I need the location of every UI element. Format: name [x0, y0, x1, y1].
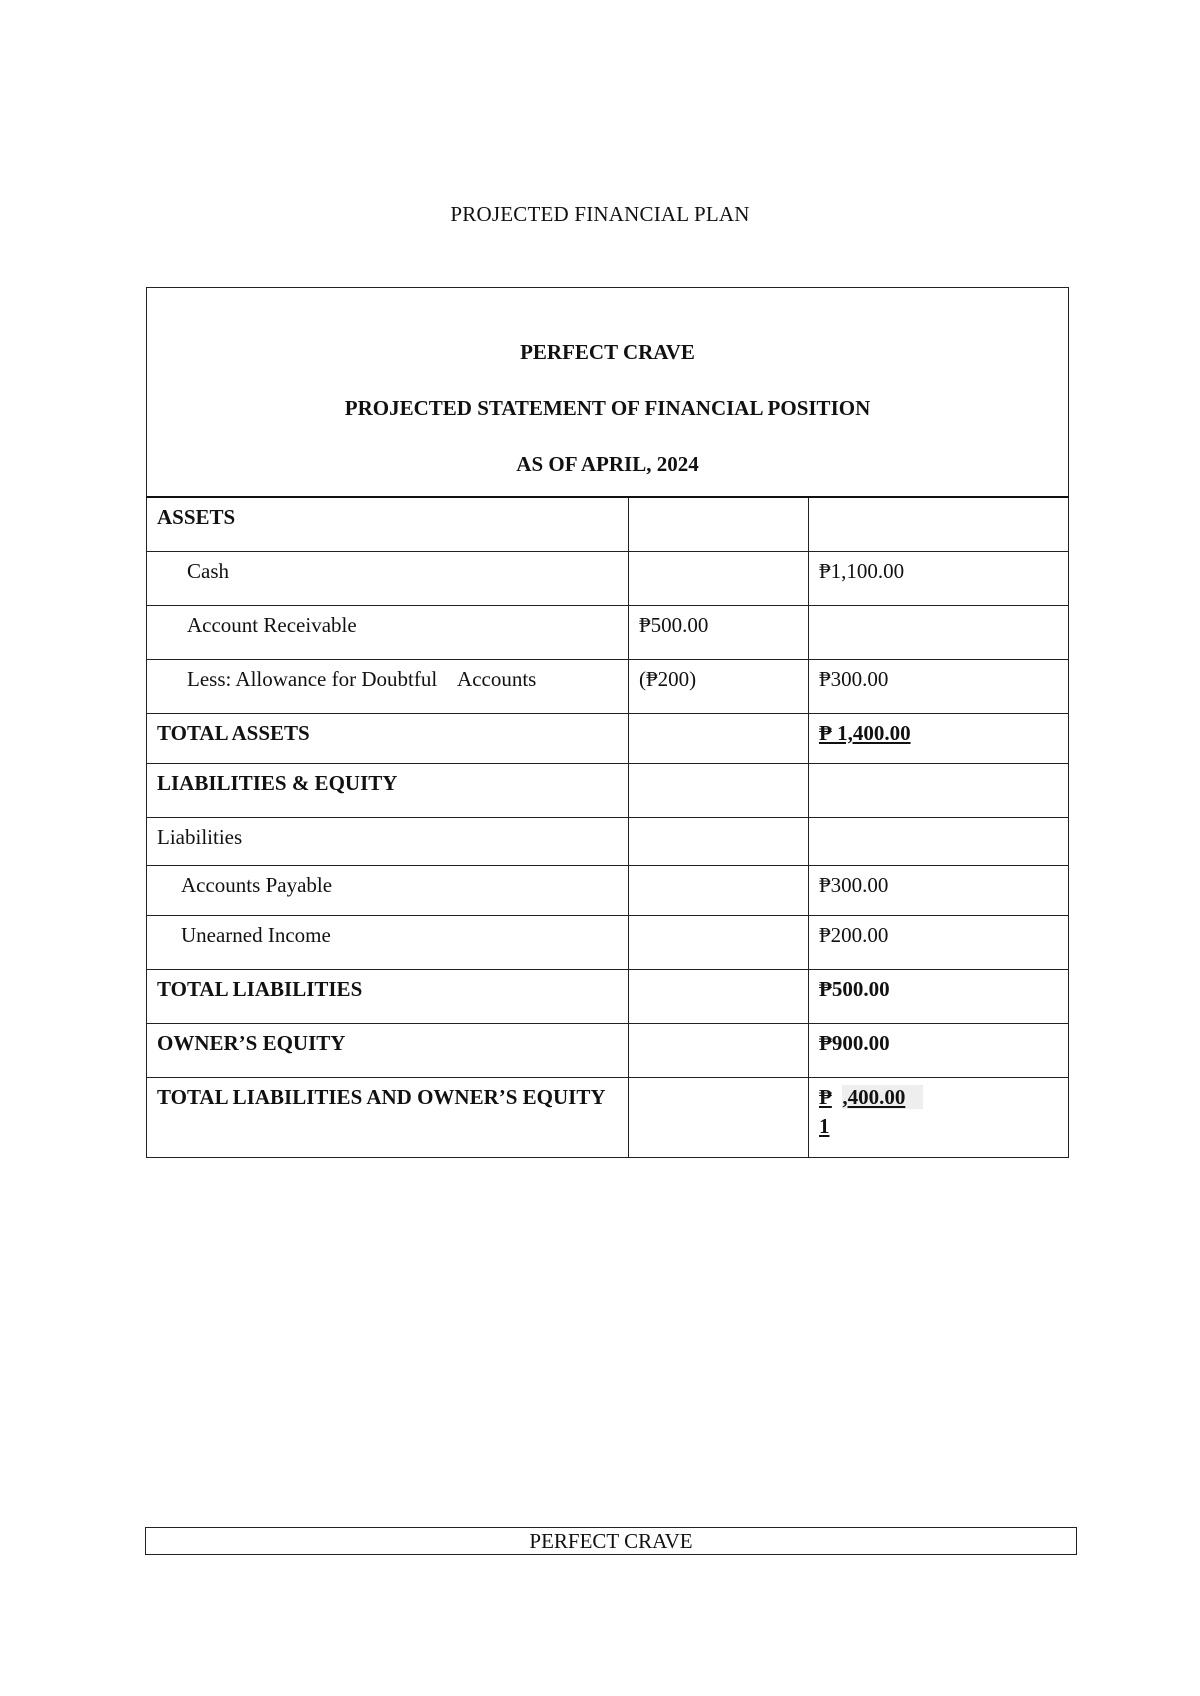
- table-row: [147, 763, 1069, 817]
- table-row: [147, 497, 1069, 551]
- ar-col2: [809, 605, 1069, 659]
- ap-amount: ₱300.00: [809, 865, 1069, 915]
- cash-col1: [629, 551, 809, 605]
- table-row: [147, 1023, 1069, 1077]
- total-assets-amount: ₱ 1,400.00: [809, 713, 1069, 763]
- table-row: [147, 551, 1069, 605]
- table-row: [147, 1077, 1069, 1157]
- total-assets-label: TOTAL ASSETS: [147, 713, 629, 763]
- cash-amount: ₱1,100.00: [809, 551, 1069, 605]
- owners-equity-amount: ₱900.00: [809, 1023, 1069, 1077]
- table-row: [147, 605, 1069, 659]
- statement-title: PROJECTED STATEMENT OF FINANCIAL POSITION: [344, 396, 871, 420]
- table-row: [147, 817, 1069, 865]
- ap-label: Accounts Payable: [147, 865, 629, 915]
- total-liabilities-equity-label: TOTAL LIABILITIES AND OWNER’S EQUITY: [147, 1077, 629, 1157]
- unearned-label: Unearned Income: [147, 915, 629, 969]
- total-liabilities-label: TOTAL LIABILITIES: [147, 969, 629, 1023]
- owners-equity-label: OWNER’S EQUITY: [147, 1023, 629, 1077]
- amount-fragment: ,400.00: [842, 1084, 906, 1109]
- statement-header-row: [147, 288, 1069, 498]
- table-row: [147, 659, 1069, 713]
- total-liabilities-amount: ₱500.00: [809, 969, 1069, 1023]
- statement-date: AS OF APRIL, 2024: [516, 452, 699, 476]
- ar-label: Account Receivable: [147, 605, 629, 659]
- assets-heading: ASSETS: [147, 497, 629, 551]
- amount-digit: 1: [819, 1113, 830, 1138]
- peso-symbol: ₱: [819, 1084, 832, 1109]
- table-row: [147, 713, 1069, 763]
- page-title: PROJECTED FINANCIAL PLAN: [450, 202, 750, 226]
- company-name: PERFECT CRAVE: [520, 340, 695, 364]
- footer-company-name: PERFECT CRAVE: [145, 1527, 1077, 1555]
- allowance-col2: ₱300.00: [809, 659, 1069, 713]
- liabilities-subheading: Liabilities: [147, 817, 629, 865]
- allowance-label: Less: Allowance for Doubtful Accounts: [147, 659, 629, 713]
- table-row: [147, 865, 1069, 915]
- unearned-amount: ₱200.00: [809, 915, 1069, 969]
- table-row: [147, 969, 1069, 1023]
- liabilities-equity-heading: LIABILITIES & EQUITY: [147, 763, 629, 817]
- table-row: [147, 915, 1069, 969]
- total-liabilities-equity-amount: [809, 1077, 1069, 1157]
- statement-header: [147, 288, 1069, 498]
- allowance-col1: (₱200): [629, 659, 809, 713]
- cash-label: Cash: [147, 551, 629, 605]
- ar-col1: ₱500.00: [629, 605, 809, 659]
- financial-position-table: [146, 287, 1069, 1158]
